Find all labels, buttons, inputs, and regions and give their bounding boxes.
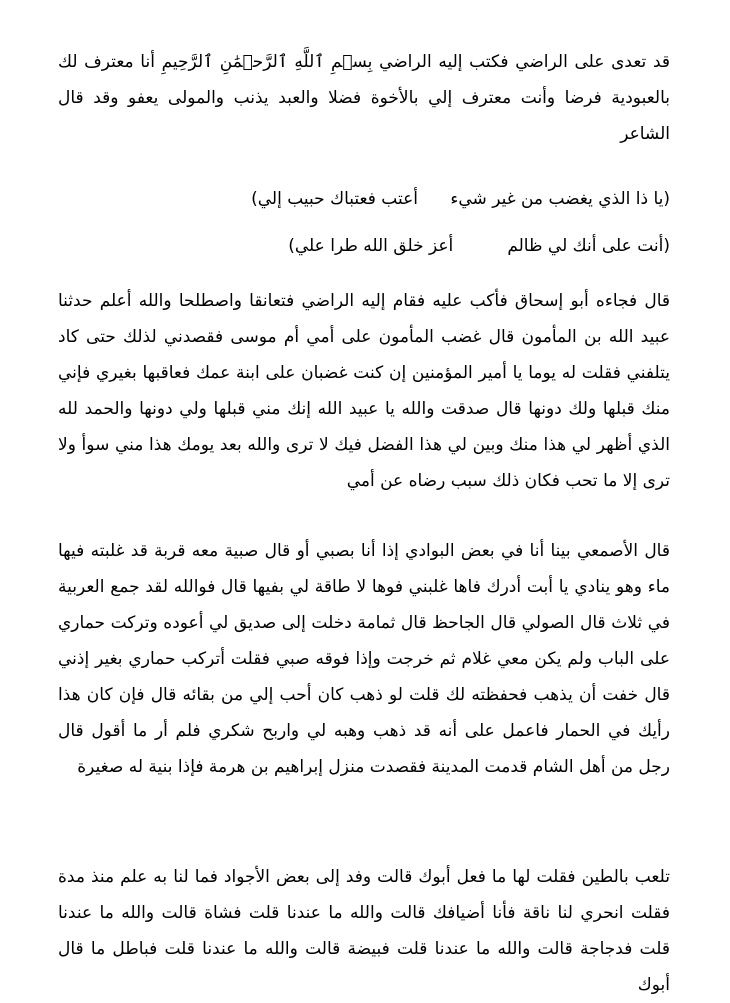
poem-verse-2: (أنت على أنك لي ظالم أعز خلق الله طرا علي)	[288, 236, 670, 256]
paragraph-1: قد تعدى على الراضي فكتب إليه الراضي بِسۡمِ ٱللَّهِ ٱلرَّحۡمَٰنِ ٱلرَّحِيمِ أنا معترف لك بالعبودية فرضا وأنت معترف إلي بالأخوة فضلا والعبد يذنب والمولى يعفو وقد قال الشاعر	[58, 52, 670, 144]
poem-verse-1: (يا ذا الذي يغضب من غير شيء أعتب فعتباك حبيب إلي)	[251, 189, 670, 209]
paragraph-2: قال فجاءه أبو إسحاق فأكب عليه فقام إليه الراضي فتعانقا واصطلحا والله أعلم حدثنا عبيد الله بن المأمون قال غضب المأمون على أمي أم موسى فقصدني لذلك حتى كاد يتلفني فقلت له يوما يا أمير المؤمنين إن كنت غضبان على ابنة عمك فعاقبها بغيري فإني منك قبلها ولك دونها قال صدقت والله يا عبيد الله إنك مني قبلها ولي دونها والحمد لله الذي أظهر لي هذا منك وبين لي هذا الفضل فيك لا ترى والله بعد يومك هذا مني سوأ ولا ترى إلا ما تحب فكان ذلك سبب رضاه عن أمي	[58, 291, 670, 491]
paragraph-3: قال الأصمعي بينا أنا في بعض البوادي إذا أنا بصبي أو قال صبية معه قربة قد غلبته فيها ماء وهو ينادي يا أبت أدرك فاها غلبني فوها لا طاقة لي بفيها قال فوالله لقد جمع العربية في ثلاث قال الصولي قال الجاحظ قال ثمامة دخلت إلى صديق لي أعوده وتركت حماري على الباب ولم يكن معي غلام ثم خرجت وإذا فوقه صبي فقلت أتركب حماري بغير إذني قال خفت أن يذهب فحفظته لك قلت لو ذهب كان أحب إلي من بقائه قال فإن كان هذا رأيك في الحمار فاعمل على أنه قد ذهب وهبه لي واربح شكري فلم أر ما أقول قال رجل من أهل الشام قدمت المدينة فقصدت منزل إبراهيم بن هرمة فإذا بنية له صغيرة	[58, 541, 670, 777]
paragraph-4: تلعب بالطين فقلت لها ما فعل أبوك قالت وفد إلى بعض الأجواد فما لنا به علم منذ مدة فقلت انحري لنا ناقة فأنا أضيافك قالت والله ما عندنا قلت فشاة قالت والله ما عندنا قلت فدجاجة قالت والله ما عندنا قلت فبيضة قالت والله ما عندنا قلت فباطل ما قال أبوك	[58, 867, 670, 995]
